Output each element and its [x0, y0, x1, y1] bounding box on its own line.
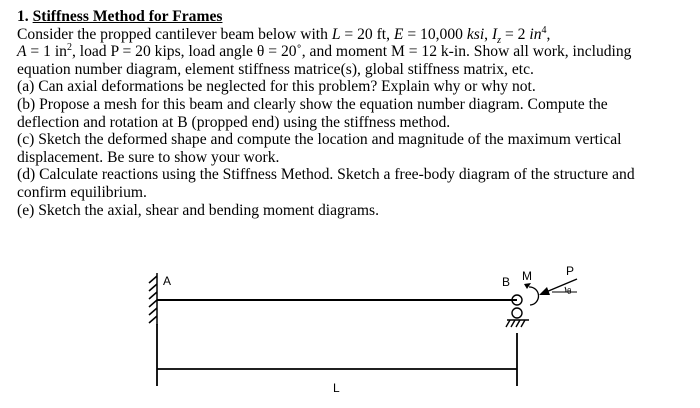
label-b: B: [502, 275, 511, 289]
intro-text-2: = 20 ft,: [340, 25, 394, 43]
area-exponent: 2: [66, 42, 72, 53]
area-symbol: A: [17, 43, 27, 61]
intro-text-6: ,: [546, 25, 551, 43]
moment-arrow: [529, 287, 539, 305]
label-m: M: [522, 269, 532, 283]
intro-text-8: , load P = 20 kips, load angle θ = 20˚, and moment M = 12 k-in. Show all work, including: [71, 43, 632, 61]
angle-arc: [565, 287, 566, 292]
part-e: (e) Sketch the axial, shear and bending moment diagrams.: [17, 201, 380, 219]
part-b-line-1: (b) Propose a mesh for this beam and clearly show the equation number diagram. Compute the: [17, 95, 608, 113]
dimension-line: [157, 324, 517, 386]
part-d-line-1: (d) Calculate reactions using the Stiffness Method. Sketch a free-body diagram of the structure and: [17, 166, 635, 184]
part-a: (a) Can axial deformations be neglected for this problem? Explain why or why not.: [17, 78, 536, 96]
moment-arrowhead: [524, 283, 531, 289]
part-c-line-2: displacement. Be sure to show your work.: [17, 148, 280, 166]
intro-text-4: ,: [484, 25, 492, 43]
intro-line-3: equation number diagram, element stiffness matrice(s), global stiffness matrix, etc.: [17, 60, 534, 78]
problem-title: Stiffness Method for Frames: [32, 8, 223, 25]
part-d-line-2: confirm equilibrium.: [17, 183, 147, 201]
inch-unit: in: [529, 25, 542, 43]
part-b-line-2: deflection and rotation at B (propped end) using the stiffness method.: [17, 113, 451, 131]
inertia-subscript: z: [497, 34, 502, 46]
length-symbol: L: [331, 25, 341, 43]
label-p: P: [566, 264, 575, 278]
label-a: A: [163, 274, 172, 288]
inch-exponent: 4: [541, 24, 547, 36]
intro-text-7: = 1 in: [26, 43, 67, 61]
ksi-unit: ksi: [466, 25, 485, 43]
load-arrowhead: [539, 287, 550, 295]
label-theta: θ: [567, 287, 572, 296]
fixed-support-a: [149, 273, 157, 325]
problem-number: 1.: [17, 8, 29, 25]
inertia-symbol: I: [491, 25, 498, 43]
label-l: L: [333, 381, 340, 395]
intro-text-3: = 10,000: [403, 25, 467, 43]
modulus-symbol: E: [393, 25, 404, 43]
intro-text-1: Consider the propped cantilever beam below with: [17, 25, 332, 43]
load-arrow-shaft: [546, 279, 577, 292]
intro-text-5: = 2: [501, 25, 530, 43]
part-c-line-1: (c) Sketch the deformed shape and compute the location and magnitude of the maximum vertical: [17, 131, 622, 149]
